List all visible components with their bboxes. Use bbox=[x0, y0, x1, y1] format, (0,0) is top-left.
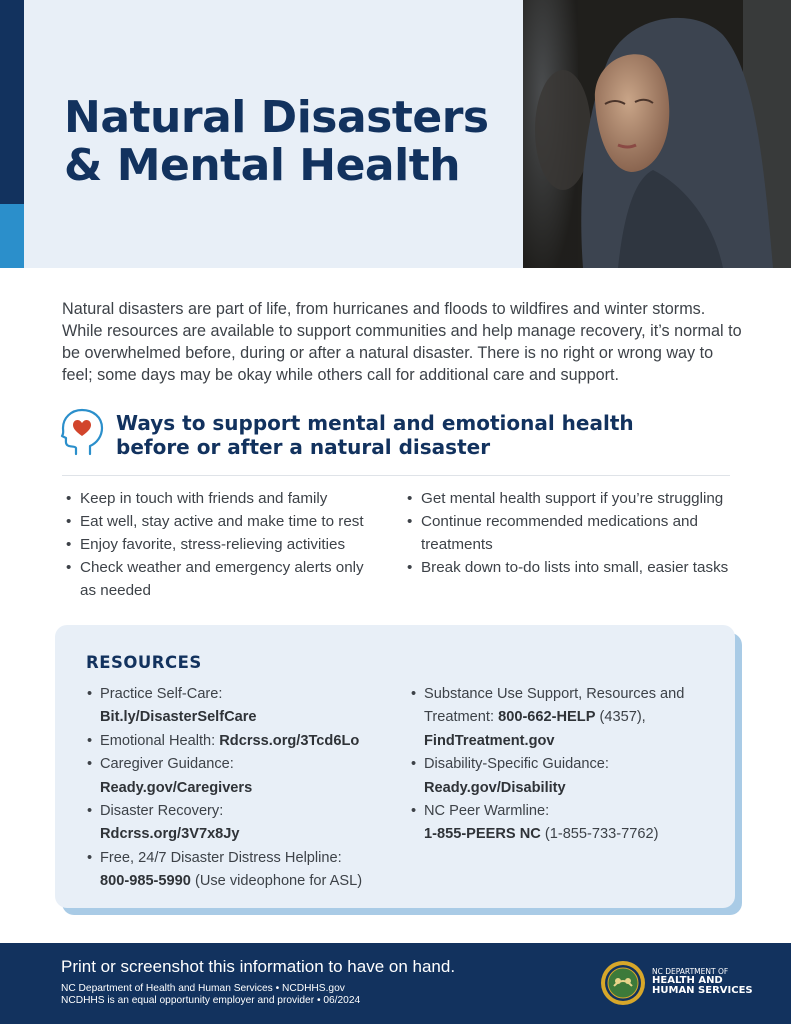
resource-label: Disaster Recovery: bbox=[100, 803, 224, 820]
resource-label: NC Peer Warmline: bbox=[424, 803, 550, 820]
resource-item bbox=[86, 753, 396, 800]
section-heading bbox=[116, 411, 636, 459]
woman-portrait-image bbox=[523, 0, 791, 268]
divider bbox=[62, 475, 730, 476]
accent-bar-light bbox=[0, 204, 24, 268]
resource-link[interactable]: Rdcrss.org/3Tcd6Lo bbox=[219, 732, 360, 749]
tips-list-right bbox=[403, 487, 733, 579]
resource-item bbox=[86, 847, 396, 894]
title-line-1: Natural Disasters bbox=[64, 92, 489, 143]
resource-label: Practice Self-Care: bbox=[100, 686, 223, 702]
footer-line-2: NCDHHS is an equal opportunity employer and provider • 06/2024 bbox=[61, 995, 361, 1006]
tips-list-left bbox=[62, 487, 382, 602]
resource-link[interactable]: Ready.gov/Disability bbox=[424, 779, 566, 796]
list-item: • Break down to-do lists into small, easier tasks bbox=[403, 556, 733, 579]
resource-suffix: (1-855-733-7762) bbox=[544, 826, 659, 843]
dept-line-1: NC DEPARTMENT OF bbox=[652, 967, 729, 976]
accent-bar-dark bbox=[0, 0, 24, 204]
resource-link[interactable]: 1-855-PEERS NC bbox=[424, 826, 541, 843]
resource-link[interactable]: 800-985-5990 bbox=[100, 873, 191, 890]
resource-link[interactable]: Ready.gov/Caregivers bbox=[100, 779, 253, 796]
list-item: • Get mental health support if you’re struggling bbox=[403, 487, 733, 510]
resource-suffix: (Use videophone for ASL) bbox=[194, 873, 363, 890]
resource-label: Free, 24/7 Disaster Distress Helpline: bbox=[100, 849, 342, 866]
list-item: • Continue recommended medications and treatments bbox=[403, 510, 733, 556]
resources-title: RESOURCES bbox=[86, 653, 202, 672]
resource-label: Caregiver Guidance: bbox=[100, 756, 234, 773]
head-heart-icon bbox=[60, 408, 106, 458]
title-line-2: & Mental Health bbox=[64, 140, 461, 191]
resources-list-left bbox=[86, 683, 396, 894]
resource-item bbox=[410, 683, 720, 753]
header-photo bbox=[523, 0, 791, 268]
resource-label: Disability-Specific Guidance: bbox=[424, 756, 609, 773]
resource-item bbox=[86, 683, 396, 730]
intro-paragraph: Natural disasters are part of life, from hurricanes and floods to wildfires and winter storms. While resources are available to support communities and help manage recovery, it’s normal to be overwhelmed before, during or after a natural disaster. There is no right or wrong way to feel; some days may be okay while others call for additional care and support. bbox=[62, 300, 742, 384]
resource-item bbox=[410, 800, 720, 847]
resource-item bbox=[86, 730, 396, 753]
dept-line-3: HUMAN SERVICES bbox=[652, 985, 753, 996]
section-heading-line-1: Ways to support mental and emotional health bbox=[116, 411, 634, 435]
dept-logo-text bbox=[652, 967, 753, 996]
resource-suffix: (4357), bbox=[599, 709, 646, 726]
resource-link[interactable]: Rdcrss.org/3V7x8Jy bbox=[100, 826, 240, 843]
resource-link[interactable]: 800-662-HELP bbox=[498, 709, 596, 726]
list-item: • Eat well, stay active and make time to rest bbox=[62, 510, 382, 533]
resources-list-right bbox=[410, 683, 720, 847]
resource-link-secondary[interactable]: FindTreatment.gov bbox=[424, 732, 555, 749]
resource-item bbox=[86, 800, 396, 847]
nc-seal-icon bbox=[600, 960, 646, 1006]
resource-label: Substance Use Support, Resources and Treatment: bbox=[424, 686, 685, 726]
resource-item bbox=[410, 753, 720, 800]
list-item: • Keep in touch with friends and family bbox=[62, 487, 382, 510]
header-banner bbox=[0, 0, 791, 268]
section-heading-line-2: before or after a natural disaster bbox=[116, 435, 491, 459]
dept-line-2: HEALTH AND bbox=[652, 975, 723, 986]
footer-line-1: NC Department of Health and Human Services • NCDHHS.gov bbox=[61, 983, 345, 994]
resource-label: Emotional Health: bbox=[100, 732, 216, 749]
list-item: • Check weather and emergency alerts only as needed bbox=[62, 556, 382, 602]
resource-link[interactable]: Bit.ly/DisasterSelfCare bbox=[100, 709, 257, 726]
page-title bbox=[64, 94, 514, 190]
list-item: • Enjoy favorite, stress-relieving activities bbox=[62, 533, 382, 556]
footer-callout: Print or screenshot this information to have on hand. bbox=[61, 957, 456, 976]
